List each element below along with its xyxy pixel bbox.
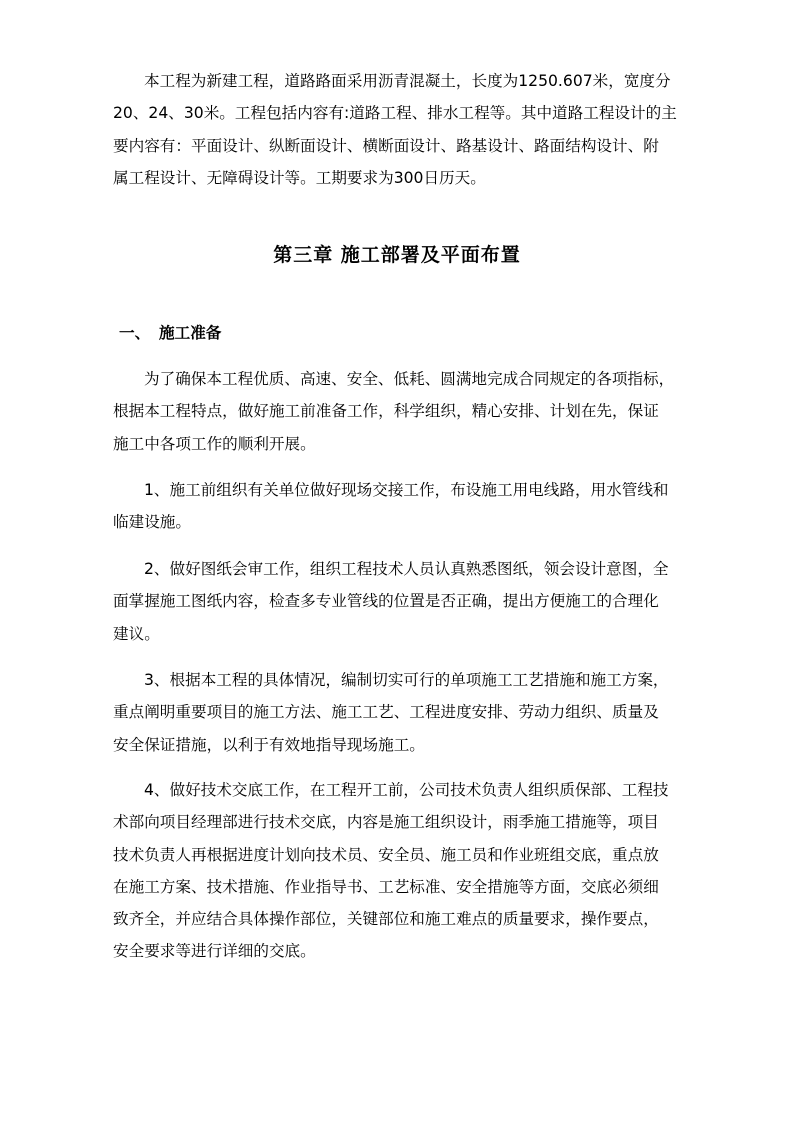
text-line: 1、施工前组织有关单位做好现场交接工作，布设施工用电线路，用水管线和	[144, 481, 669, 499]
text-line: 临建设施。	[113, 513, 191, 532]
section-number: 一、	[119, 324, 151, 342]
text-line: 在施工方案、技术措施、作业指导书、工艺标准、安全措施等方面，交底必须细	[113, 877, 659, 896]
body-paragraph	[113, 774, 693, 968]
body-paragraph	[113, 474, 693, 539]
text-line: 术部向项目经理部进行技术交底，内容是施工组织设计，雨季施工措施等，项目	[113, 813, 659, 832]
text-line: 根据本工程特点，做好施工前准备工作，科学组织，精心安排、计划在先，保证	[113, 402, 659, 421]
section-title: 施工准备	[159, 324, 222, 342]
text-line: 为了确保本工程优质、高速、安全、低耗、圆满地完成合同规定的各项指标，	[144, 370, 675, 388]
text-line: 施工中各项工作的顺利开展。	[113, 434, 316, 453]
text-line: 本工程为新建工程，道路路面采用沥青混凝土，长度为1250.607米，宽度分	[144, 72, 671, 90]
section-heading	[119, 321, 221, 343]
text-line: 安全保证措施，以利于有效地指导现场施工。	[113, 735, 425, 754]
text-line: 致齐全，并应结合具体操作部位，关键部位和施工难点的质量要求，操作要点，	[113, 910, 659, 929]
text-line: 属工程设计、无障碍设计等。工期要求为300日历天。	[113, 168, 486, 187]
text-line: 面掌握施工图纸内容，检查多专业管线的位置是否正确，提出方便施工的合理化	[113, 592, 659, 611]
body-paragraph	[113, 363, 693, 460]
text-line: 重点阐明重要项目的施工方法、施工工艺、工程进度安排、劳动力组织、质量及	[113, 703, 659, 722]
text-line: 建议。	[113, 624, 160, 643]
text-line: 4、做好技术交底工作，在工程开工前，公司技术负责人组织质保部、工程技	[144, 781, 669, 799]
text-line: 2、做好图纸会审工作，组织工程技术人员认真熟悉图纸，领会设计意图，全	[144, 560, 669, 578]
text-line: 要内容有：平面设计、纵断面设计、横断面设计、路基设计、路面结构设计、附	[113, 136, 659, 155]
text-line: 20、24、30米。工程包括内容有:道路工程、排水工程等。其中道路工程设计的主	[113, 104, 677, 123]
body-paragraph	[113, 553, 693, 650]
text-line: 3、根据本工程的具体情况，编制切实可行的单项施工工艺措施和施工方案，	[144, 671, 669, 689]
body-paragraph	[113, 664, 693, 761]
text-line: 技术负责人再根据进度计划向技术员、安全员、施工员和作业班组交底，重点放	[113, 845, 659, 864]
chapter-title: 第三章 施工部署及平面布置	[273, 244, 521, 266]
intro-paragraph	[113, 65, 693, 194]
text-line: 安全要求等进行详细的交底。	[113, 942, 316, 961]
